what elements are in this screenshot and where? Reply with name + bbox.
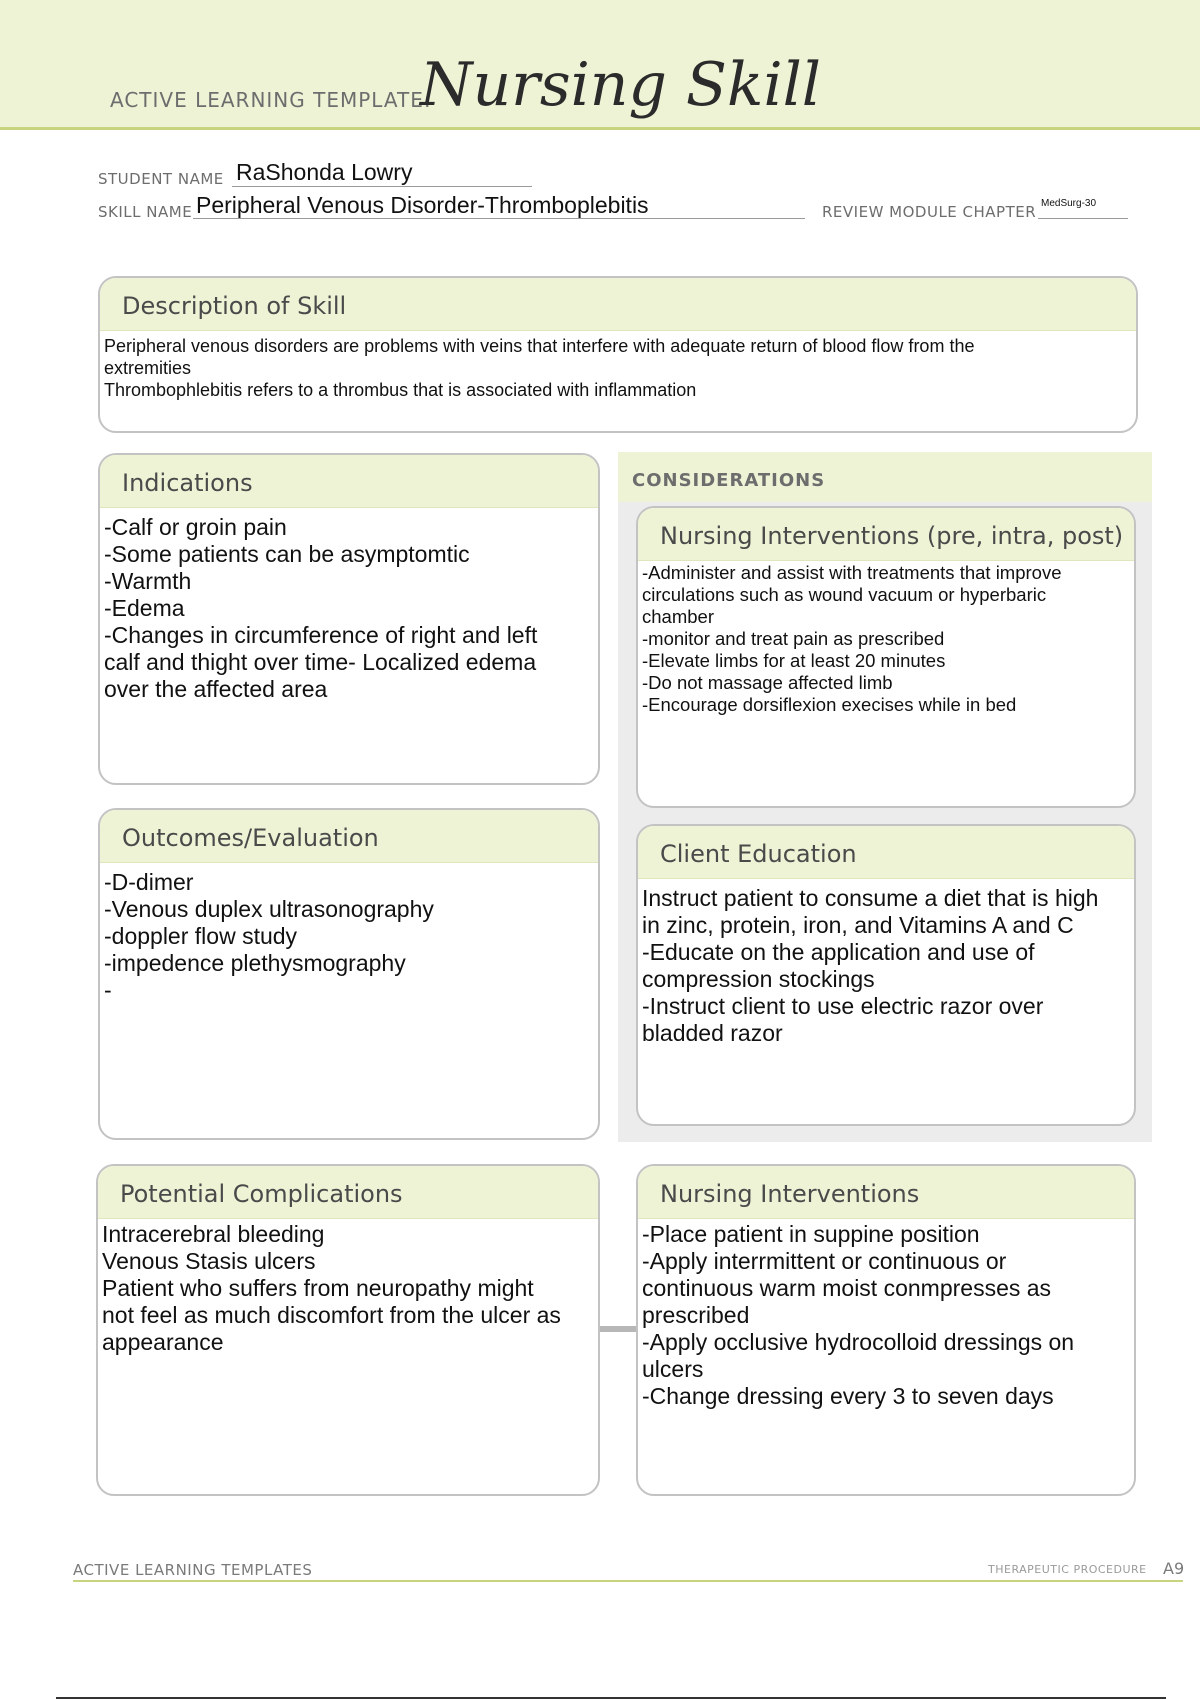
client-education-line: -Instruct client to use electric razor over xyxy=(642,993,1044,1019)
outcomes-line: -impedence plethysmography xyxy=(104,950,406,976)
description-line: extremities xyxy=(104,358,192,378)
nursing-interventions-line: -Apply occlusive hydrocolloid dressings on xyxy=(642,1329,1075,1355)
nursing-interventions-line: ulcers xyxy=(642,1356,704,1382)
nursing-interventions-line: -Change dressing every 3 to seven days xyxy=(642,1383,1054,1409)
considerations-label: CONSIDERATIONS xyxy=(632,470,826,491)
description-box xyxy=(98,276,1138,433)
outcomes-title: Outcomes/Evaluation xyxy=(100,810,598,863)
indications-title: Indications xyxy=(100,455,598,508)
nursing-interventions-line: -Place patient in suppine position xyxy=(642,1221,980,1247)
client-education-line: Instruct patient to consume a diet that is high xyxy=(642,885,1099,911)
skill-name-underline xyxy=(193,218,805,219)
complications-line: not feel as much discomfort from the ulcer as xyxy=(102,1302,561,1328)
indications-line: over the affected area xyxy=(104,676,328,702)
nursing-interventions-body[interactable] xyxy=(638,1219,1134,1410)
nursing-interventions-pip-line: circulations such as wound vacuum or hyperbaric xyxy=(642,584,1047,605)
client-education-title: Client Education xyxy=(638,826,1134,879)
nursing-interventions-pip-title: Nursing Interventions (pre, intra, post) xyxy=(638,508,1134,561)
outcomes-line: - xyxy=(104,977,112,1003)
template-label: ACTIVE LEARNING TEMPLATE: xyxy=(110,88,432,112)
client-education-line: compression stockings xyxy=(642,966,875,992)
footer-page-number: A9 xyxy=(1163,1559,1185,1578)
nursing-interventions-line: -Apply interrmittent or continuous or xyxy=(642,1248,1007,1274)
description-line: Peripheral venous disorders are problems with veins that interfere with adequate return of blood flow from the xyxy=(104,336,975,356)
page-bottom-rule xyxy=(56,1697,1166,1699)
skill-name-label: SKILL NAME xyxy=(98,203,193,221)
student-name-label: STUDENT NAME xyxy=(98,170,224,188)
nursing-interventions-pip-line: -monitor and treat pain as prescribed xyxy=(642,628,945,649)
nursing-interventions-line: prescribed xyxy=(642,1302,750,1328)
indications-box xyxy=(98,453,600,785)
outcomes-body[interactable] xyxy=(100,863,598,1004)
nursing-interventions-box xyxy=(636,1164,1136,1496)
nursing-interventions-pip-line: -Encourage dorsiflexion execises while in bed xyxy=(642,694,1017,715)
complications-box xyxy=(96,1164,600,1496)
student-name-field[interactable]: RaShonda Lowry xyxy=(236,159,413,185)
outcomes-line: -doppler flow study xyxy=(104,923,298,949)
indications-line: -Edema xyxy=(104,595,185,621)
complications-line: Patient who suffers from neuropathy might xyxy=(102,1275,534,1301)
outcomes-line: -Venous duplex ultrasonography xyxy=(104,896,434,922)
nursing-interventions-pip-line: -Elevate limbs for at least 20 minutes xyxy=(642,650,946,671)
complications-title: Potential Complications xyxy=(98,1166,598,1219)
nursing-interventions-pip-box xyxy=(636,506,1136,808)
client-education-line: bladded razor xyxy=(642,1020,783,1046)
skill-name-field[interactable]: Peripheral Venous Disorder-Thromboplebitis xyxy=(196,192,649,218)
indications-line: -Calf or groin pain xyxy=(104,514,287,540)
description-body[interactable] xyxy=(100,331,1136,401)
outcomes-line: -D-dimer xyxy=(104,869,194,895)
nursing-interventions-title: Nursing Interventions xyxy=(638,1166,1134,1219)
page-title: Nursing Skill xyxy=(420,50,821,120)
nursing-interventions-pip-line: -Do not massage affected limb xyxy=(642,672,893,693)
description-title: Description of Skill xyxy=(100,278,1136,331)
outcomes-box xyxy=(98,808,600,1140)
client-education-line: -Educate on the application and use of xyxy=(642,939,1035,965)
footer-divider xyxy=(73,1580,1183,1582)
box-connector xyxy=(599,1326,637,1332)
footer-templates-label: ACTIVE LEARNING TEMPLATES xyxy=(73,1561,313,1579)
nursing-interventions-pip-body[interactable] xyxy=(638,561,1134,716)
review-chapter-underline xyxy=(1038,218,1128,219)
indications-line: -Some patients can be asymptomtic xyxy=(104,541,470,567)
client-education-line: in zinc, protein, iron, and Vitamins A and C xyxy=(642,912,1074,938)
complications-body[interactable] xyxy=(98,1219,598,1356)
description-line: Thrombophlebitis refers to a thrombus that is associated with inflammation xyxy=(104,380,697,400)
student-name-underline xyxy=(232,186,532,187)
indications-line: -Warmth xyxy=(104,568,192,594)
considerations-header xyxy=(618,452,1152,502)
nursing-interventions-pip-line: chamber xyxy=(642,606,714,627)
review-chapter-label: REVIEW MODULE CHAPTER xyxy=(822,203,1037,221)
nursing-interventions-pip-line: -Administer and assist with treatments that improve xyxy=(642,562,1062,583)
indications-line: calf and thight over time- Localized edema xyxy=(104,649,537,675)
client-education-body[interactable] xyxy=(638,879,1134,1047)
footer-procedure-label: THERAPEUTIC PROCEDURE xyxy=(988,1563,1147,1576)
nursing-interventions-line: continuous warm moist conmpresses as xyxy=(642,1275,1052,1301)
complications-line: Intracerebral bleeding xyxy=(102,1221,325,1247)
review-chapter-field[interactable]: MedSurg-30 xyxy=(1041,198,1097,209)
template-header xyxy=(0,0,1200,130)
complications-line: Venous Stasis ulcers xyxy=(102,1248,316,1274)
complications-line: appearance xyxy=(102,1329,224,1355)
indications-body[interactable] xyxy=(100,508,598,703)
indications-line: -Changes in circumference of right and left xyxy=(104,622,538,648)
client-education-box xyxy=(636,824,1136,1126)
